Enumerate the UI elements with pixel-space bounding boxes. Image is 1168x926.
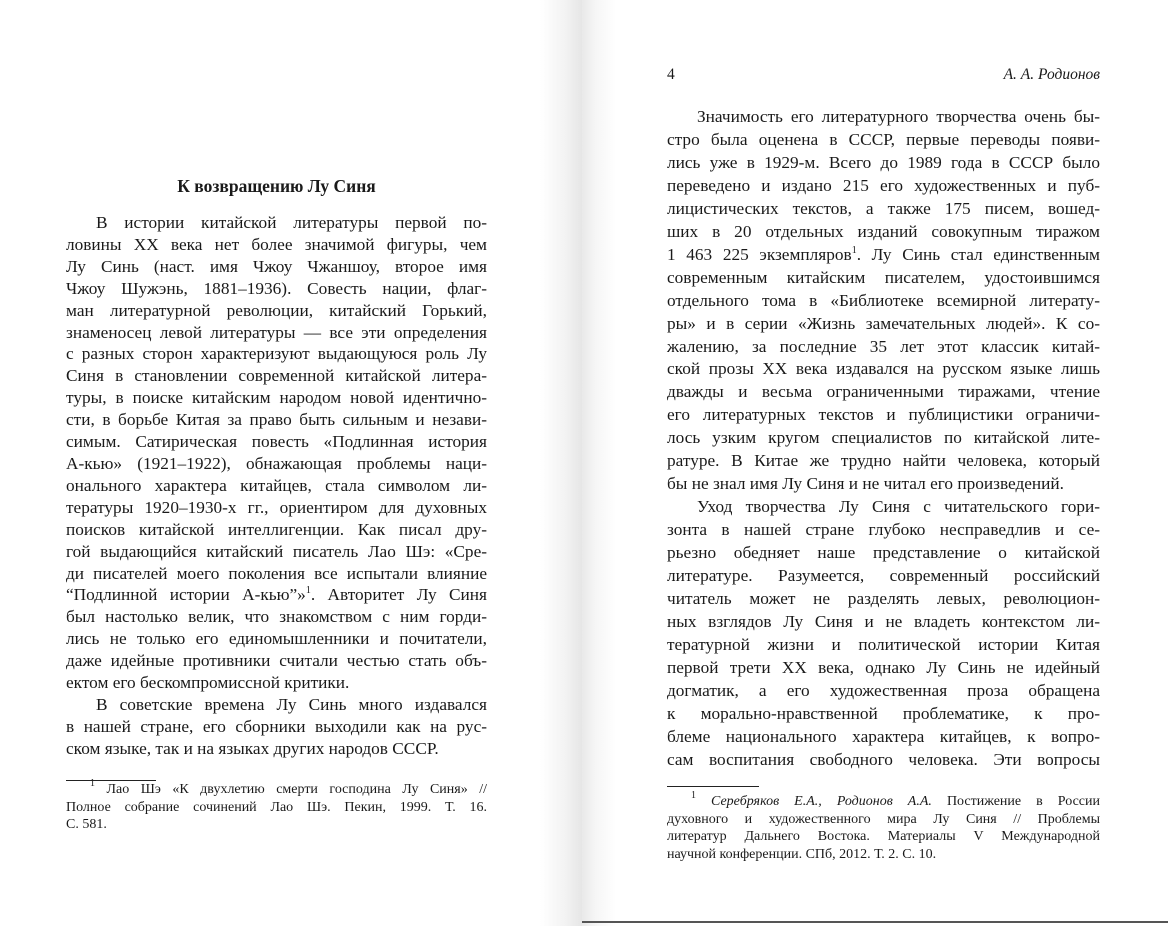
running-head-author: А. А. Родионов [1003, 66, 1100, 83]
footnote-authors: Серебряков Е.А., Родионов А.А. [696, 794, 932, 809]
text-line: даже идейные противники считали честью стать объ- [66, 651, 487, 671]
text-line: ском языке, так и на языках других народов СССР. [66, 738, 439, 758]
line-text: . Авторитет Лу Синя [310, 585, 487, 605]
text-line: сти, в борьбе Китая за право быть сильным и незави- [66, 410, 487, 430]
text-line: отдельного тома в «Библиотеке всемирной литерату- [667, 290, 1100, 310]
line-text: . Лу Синь стал единственным [856, 244, 1100, 264]
text-line: ших в 20 отдельных изданий совокупным тиражом [667, 221, 1100, 241]
text-line: первой трети XX века, однако Лу Синь не идейный [667, 657, 1100, 677]
text-line [66, 584, 487, 606]
text-line: знаменосец левой литературы — все эти определения [66, 322, 487, 342]
left-footnote [66, 778, 487, 834]
text-line: лось узким кругом специалистов по китайской лите- [667, 428, 1100, 448]
text-line [66, 778, 487, 799]
text-line: зонта в нашей стране глубоко несправедлив и се- [667, 520, 1100, 540]
text-line: духовного и художественного мира Лу Синя // Проблемы [667, 811, 1100, 827]
paragraph [66, 212, 487, 694]
text-line [667, 244, 1100, 267]
text-line: ской прозы XX века издавался на русском языке лишь [667, 359, 1100, 379]
text-line: блеме национального характера китайцев, к вопро- [667, 726, 1100, 746]
text-line: к морально-нравственной проблематике, к про- [667, 703, 1100, 723]
line-text: 1 463 225 экземпляров [667, 244, 852, 264]
text-line: В истории китайской литературы первой по- [96, 213, 487, 232]
text-line: ратуре. В Китае же трудно найти человека, который [667, 451, 1100, 471]
text-line: С. 581. [66, 817, 107, 833]
footnote-marker: 1 [851, 244, 857, 256]
text-line: туры, в поиске китайским народом новой идентично- [66, 388, 487, 408]
line-text: Постижение в России [931, 794, 1100, 809]
text-line: ловины XX века нет более значимой фигуры, чем [66, 234, 487, 254]
text-line: ман литературной революции, китайский Горький, [66, 300, 487, 320]
text-line: в нашей стране, его сборники выходили как на рус- [66, 716, 487, 736]
page-number: 4 [667, 66, 675, 83]
text-line: был настолько велик, что знакомством с ним горди- [66, 607, 487, 627]
footnote-marker: 1 [691, 790, 696, 801]
text-line: стро была оценена в СССР, первые переводы появи- [667, 129, 1100, 149]
line-text: Лао Шэ «К двухлетию смерти господина Лу Синя» // [95, 782, 487, 797]
text-line: литератур Дальнего Востока. Материалы V Международной [667, 829, 1100, 845]
text-line: тературы 1920–1930-х гг., ориентиром для духовных [66, 497, 487, 517]
text-line: лись уже в 1929-м. Всего до 1989 года в СССР было [667, 152, 1100, 172]
paragraph [667, 106, 1100, 496]
footnote-marker: 1 [305, 585, 311, 597]
line-text: “Подлинной истории А-кью”» [66, 585, 306, 605]
paragraph [66, 694, 487, 760]
text-line: онального характера китайцев, стала символом ли- [66, 475, 487, 495]
text-line: жалению, за последние 35 лет этот классик китай- [667, 336, 1100, 356]
text-line: читатель может не разделять левых, революцион- [667, 589, 1100, 609]
text-line: его литературных текстов и публицистики ограничи- [667, 405, 1100, 425]
text-line: В советские времена Лу Синь много издавался [96, 694, 487, 714]
text-line: сам воспитания свободного человека. Эти вопросы [667, 749, 1100, 769]
text-line: Полное собрание сочинений Лао Шэ. Пекин, 1999. Т. 16. [66, 799, 487, 815]
right-footnote [667, 790, 1100, 863]
text-line: переведено и издано 215 его художественных и пуб- [667, 175, 1100, 195]
page-bottom-edge [582, 921, 1168, 923]
text-line: Чжоу Шужэнь, 1881–1936). Совесть нации, флаг- [66, 278, 487, 298]
text-line: Уход творчества Лу Синя с читательского гори- [697, 497, 1100, 517]
text-line: симым. Сатирическая повесть «Подлинная история [66, 432, 487, 452]
text-line: тературной жизни и политической истории Китая [667, 634, 1100, 654]
text-line: ры» и в серии «Жизнь замечательных людей». К со- [667, 313, 1100, 333]
text-line: А-кью» (1921–1922), обнажающая проблемы наци- [66, 453, 487, 473]
text-line: современным китайским писателем, удостоившимся [667, 267, 1100, 287]
text-line: Значимость его литературного творчества очень бы- [697, 107, 1100, 126]
text-line: научной конференции. СПб, 2012. Т. 2. С. 10. [667, 846, 937, 862]
right-page-body [667, 106, 1100, 772]
chapter-title: К возвращению Лу Синя [177, 176, 376, 196]
text-line: ектом его бескомпромиссной критики. [66, 673, 350, 693]
text-line: Лу Синь (наст. имя Чжоу Чжаншоу, второе имя [66, 256, 487, 276]
footnote-marker: 1 [90, 778, 95, 789]
text-line: дважды и весьма ограниченными тиражами, чтение [667, 382, 1100, 402]
text-line: лись не только его единомышленники и почитатели, [66, 629, 487, 649]
text-line: лицистических текстов, а также 175 писем, вошед- [667, 198, 1100, 218]
paragraph [667, 496, 1100, 771]
footnote-divider [667, 786, 759, 787]
text-line: поисков китайской интеллигенции. Как писал дру- [66, 519, 487, 539]
text-line: ди писателей моего поколения все испытали влияние [66, 563, 487, 583]
text-line [667, 790, 1100, 811]
text-line: с разных сторон характеризуют выдающуюся роль Лу [66, 344, 487, 364]
text-line: Синя в становлении современной китайской литера- [66, 366, 487, 386]
text-line: гой выдающийся китайский писатель Лао Шэ: «Сре- [66, 541, 487, 561]
left-page-body [66, 212, 487, 760]
text-line: догматик, а его художественная проза обращена [667, 680, 1100, 700]
text-line: литературе. Разумеется, современный российский [667, 566, 1100, 586]
text-line: рьезно обедняет наше представление о китайской [667, 543, 1100, 563]
text-line: бы не знал имя Лу Синя и не читал его произведений. [667, 474, 1064, 494]
text-line: ных взглядов Лу Синя и не владеть контекстом ли- [667, 611, 1100, 631]
